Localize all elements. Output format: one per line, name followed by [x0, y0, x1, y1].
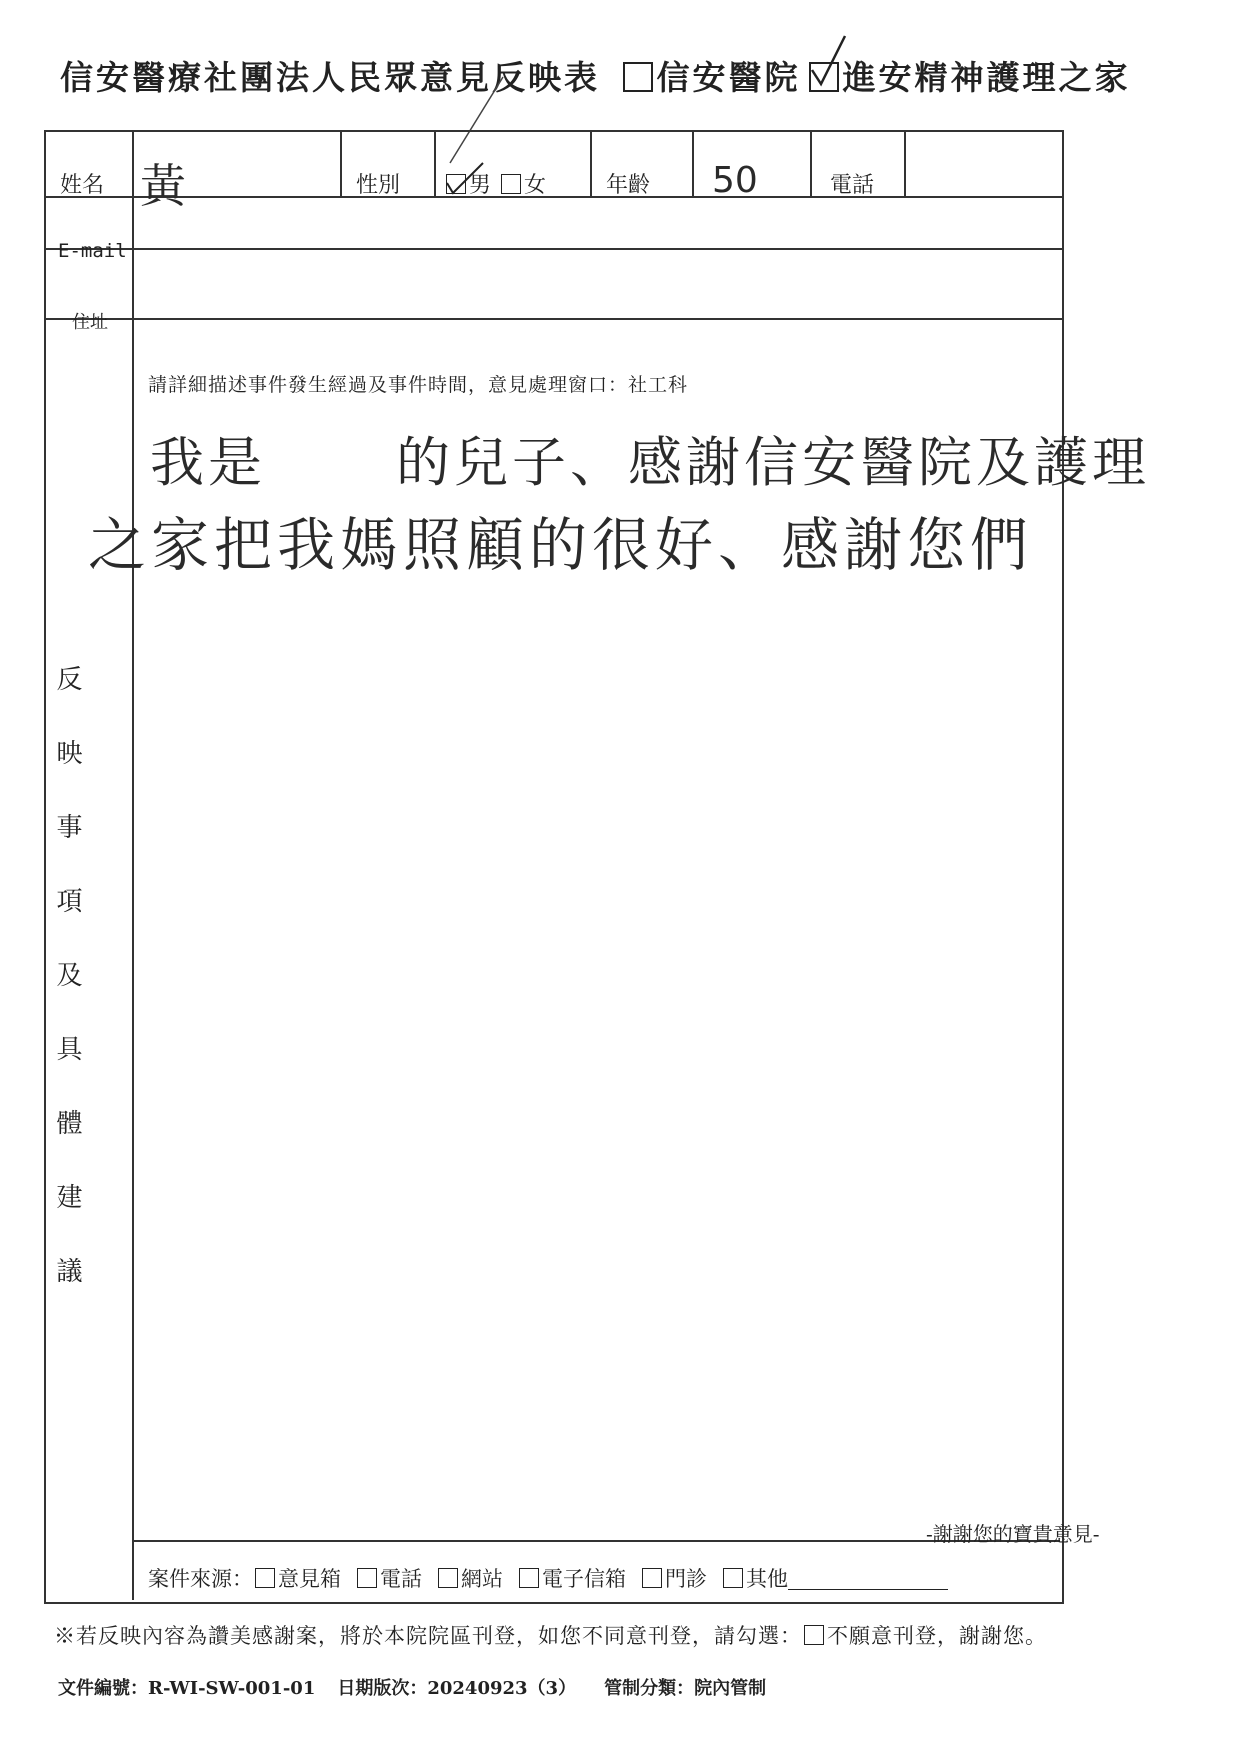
source-option-email: 電子信箱 — [542, 1567, 626, 1591]
hospital-label: 信安醫院 — [656, 58, 801, 97]
notice-text: ※若反映內容為讚美感謝案，將於本院院區刊登，如您不同意刊登，請勾選： — [54, 1624, 802, 1648]
source-clinic-checkbox[interactable] — [642, 1568, 662, 1588]
title-main: 信安醫療社團法人民眾意見反映表 — [60, 58, 600, 97]
name-label: 姓名 — [60, 173, 105, 198]
handwriting-part-b: 的兒子、感謝信安醫院及護理 — [396, 431, 1150, 494]
gender-male-label: 男 — [469, 173, 492, 198]
feedback-handwriting-line1[interactable] — [150, 420, 1150, 497]
name-value[interactable]: 黃 — [140, 159, 186, 213]
handwriting-part-a: 我是 — [150, 431, 266, 494]
email-field[interactable] — [136, 200, 1056, 244]
gender-label: 性別 — [356, 173, 401, 198]
age-value[interactable]: 50 — [712, 160, 758, 201]
feedback-instruction: 請詳細描述事件發生經過及事件時間，意見處理窗口：社工科 — [148, 374, 689, 396]
source-option-web: 網站 — [461, 1567, 503, 1591]
case-source-row — [148, 1563, 948, 1593]
source-web-checkbox[interactable] — [438, 1568, 458, 1588]
case-source-label: 案件來源： — [148, 1567, 253, 1591]
gender-female-checkbox[interactable] — [501, 174, 521, 194]
checkmark-icon — [445, 161, 485, 201]
source-box-checkbox[interactable] — [255, 1568, 275, 1588]
nursing-home-label: 進安精神護理之家 — [842, 58, 1131, 97]
source-option-phone: 電話 — [380, 1567, 422, 1591]
date-version: 日期版次：20240923（3） — [337, 1678, 577, 1699]
thanks-text: -謝謝您的寶貴意見- — [926, 1522, 1100, 1546]
feedback-handwriting-line2[interactable]: 之家把我媽照顧的很好、感謝您們 — [88, 511, 1034, 579]
phone-field[interactable] — [912, 140, 1052, 190]
document-footer — [58, 1674, 766, 1700]
source-option-other: 其他 — [746, 1567, 788, 1591]
publication-notice — [54, 1620, 1047, 1650]
hospital-checkbox[interactable] — [623, 62, 653, 92]
gender-male-checkbox[interactable] — [446, 174, 466, 194]
phone-label: 電話 — [830, 173, 875, 198]
gender-options — [442, 168, 546, 199]
email-label: E-mail — [58, 240, 127, 262]
source-other-checkbox[interactable] — [723, 1568, 743, 1588]
control-class: 管制分類：院內管制 — [604, 1678, 767, 1699]
nursing-home-checkbox[interactable] — [809, 62, 839, 92]
form-title — [60, 52, 1190, 99]
source-email-checkbox[interactable] — [519, 1568, 539, 1588]
source-other-line[interactable] — [788, 1569, 948, 1590]
source-phone-checkbox[interactable] — [357, 1568, 377, 1588]
decline-publish-checkbox[interactable] — [804, 1625, 824, 1645]
source-option-box: 意見箱 — [278, 1567, 341, 1591]
form-table — [44, 130, 1064, 1604]
checkmark-icon — [809, 32, 849, 92]
doc-number: 文件編號：R-WI-SW-001-01 — [58, 1678, 316, 1699]
address-label: 住址 — [72, 312, 108, 333]
address-field[interactable] — [136, 252, 1056, 314]
gender-female-label: 女 — [524, 173, 547, 198]
feedback-section-label: 反映事項及具體建議 — [52, 665, 82, 1331]
notice-option: 不願意刊登，謝謝您。 — [827, 1624, 1047, 1648]
source-option-clinic: 門診 — [665, 1567, 707, 1591]
age-label: 年齡 — [606, 173, 651, 198]
